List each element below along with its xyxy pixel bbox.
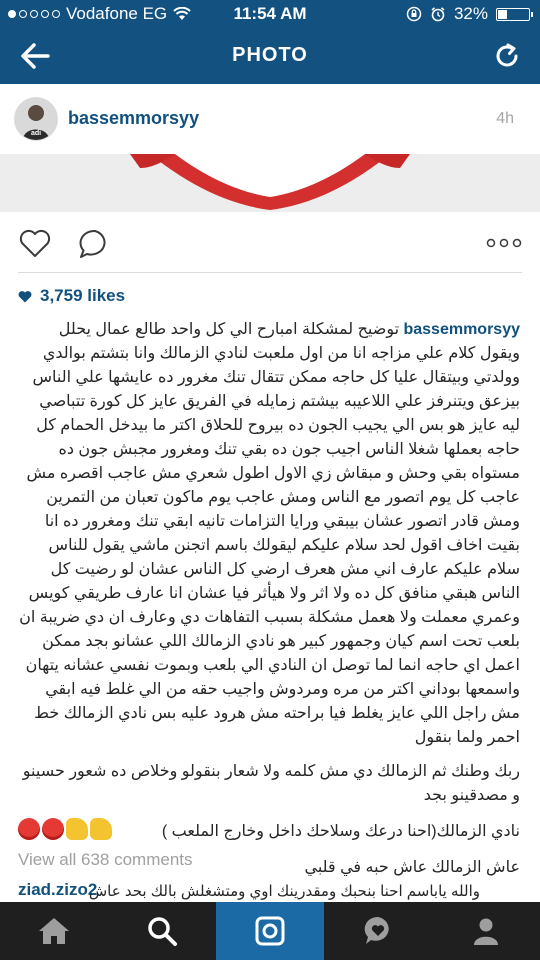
post-header [0,84,540,154]
post-age: 4h [496,110,514,127]
likes-count[interactable] [18,286,125,306]
refresh-icon[interactable] [492,41,522,71]
svg-text:adi: adi [30,130,42,137]
tab-camera[interactable] [216,902,324,960]
activity-icon [362,915,394,947]
status-right [406,4,530,24]
comment-text: والله ياباسم احنا بنحبك ومقدرينك اوي ومتشغلش بالك بحد عاش [88,883,480,900]
heart-icon[interactable] [18,228,52,258]
search-icon [146,915,178,947]
tab-search[interactable] [108,902,216,960]
tab-bar [0,902,540,960]
caption-text-1: توضيح لمشكلة امبارح الي كل واحد طالع عمال يحلل ويقول كلام علي مزاجه انا من اول ملعبت لنادي الزمالك وانا بتشتم بوالدي وولدتي وبيتقال عليا كل حاجه ممكن تتقال تنك مغرور ده عايشها علي الناس بيزعق ويتنرفز علي اللاعيبه بيشتم زمايله في الفريق عايز كل كورة تتباصي ليه عايز هو بس الي يجيب الجون ده بيروح للحلاق اكتر ما بيدخل الحمام كل حاجه بعملها شغلا الناس اجيب جون ده بقي تنك ومغرور مجبش جون ده مستواه بقي وحش و مبقاش زي الاول اطول شعري مش عاجب اقصره مش عاجب كل يوم اتصور مع الناس ومش عاجب يوم ماكون تعبان من التمرين ومش قادر اتصور عشان بيبقي ورايا التزامات تانيه ابقي تنك ومغرور ده انا بقيت اخاف اقول لحد سلام عليكم ليقولك باسم اتجنن ماشي يقول للناس سلام عليكم عارف اني مش هعرف ارضي كل الناس عشان لو رضيت كل الناس هبقي منافق كل ده ولا اثر ولا هيأثر فيا عشان انا عارف طريقي كويس وعمري معملت ولا هعمل مشكلة بسبب التفاهات دي وعارف ان دي ضريبة ان بلعب تحت اسم كيان وجمهور كبير هو نادي الزمالك اللي عشانو بجد ممكن اعمل اي حاجه انما لما توصل ان النادي الي بلعب وبموت نفسي عشانه يتهان واسمعها بوداني اكتر من مره ومردوش واجيب حقه من الي غلط فيه ابقي مش راجل اللي عايز يغلط فيا براحته مش هرود عليه بس نادي الزمالك خط احمر ولما بنقول [19,321,520,746]
comment-username[interactable]: ziad.zizo2 [18,880,98,899]
alarm-icon [430,6,446,22]
comment-icon[interactable] [78,228,112,260]
battery-percent: 32% [453,4,488,23]
caption-paragraph-3: نادي الزمالك(احنا درعك وسلاحك داخل وخارج الملعب ) [161,823,520,840]
post-actions [0,212,540,272]
lock-rotation-icon [406,6,422,22]
page-title: PHOTO [232,44,308,66]
angry-face-icon [42,818,64,840]
post-photo[interactable] [0,154,540,212]
more-options-icon[interactable] [486,238,522,248]
post-username[interactable]: bassemmorsyy [68,108,200,128]
caption-text-4: عاش الزمالك عاش حبه في قلبي [304,859,520,876]
carrier-label: Vodafone EG [66,4,168,23]
flexed-biceps-icon [66,818,88,840]
tab-activity[interactable] [324,902,432,960]
likes-label: 3,759 likes [40,286,126,305]
nav-bar [0,28,540,84]
caption-username[interactable]: bassemmorsyy [403,321,520,338]
profile-icon [471,916,501,946]
angry-face-icon [18,818,40,840]
home-icon [37,916,71,946]
caption [18,318,520,880]
battery-icon [496,8,530,21]
caption-paragraph-2: ربك وطنك ثم الزمالك دي مش كلمه ولا شعار بنقولو وخلاص ده شعور حسينو و مصدقينو بجد [22,763,520,804]
avatar[interactable] [14,97,58,141]
camera-icon [254,915,286,947]
status-bar [0,0,540,28]
tab-profile[interactable] [432,902,540,960]
view-all-comments[interactable]: View all 638 comments [18,850,193,869]
emoji-row [18,818,112,840]
flexed-biceps-icon [90,818,112,840]
tab-home[interactable] [0,902,108,960]
divider [18,272,522,273]
caption-paragraph-1 [18,318,520,750]
likes-heart-icon [18,290,32,303]
status-time: 11:54 AM [233,4,307,23]
comment-row [18,880,520,900]
